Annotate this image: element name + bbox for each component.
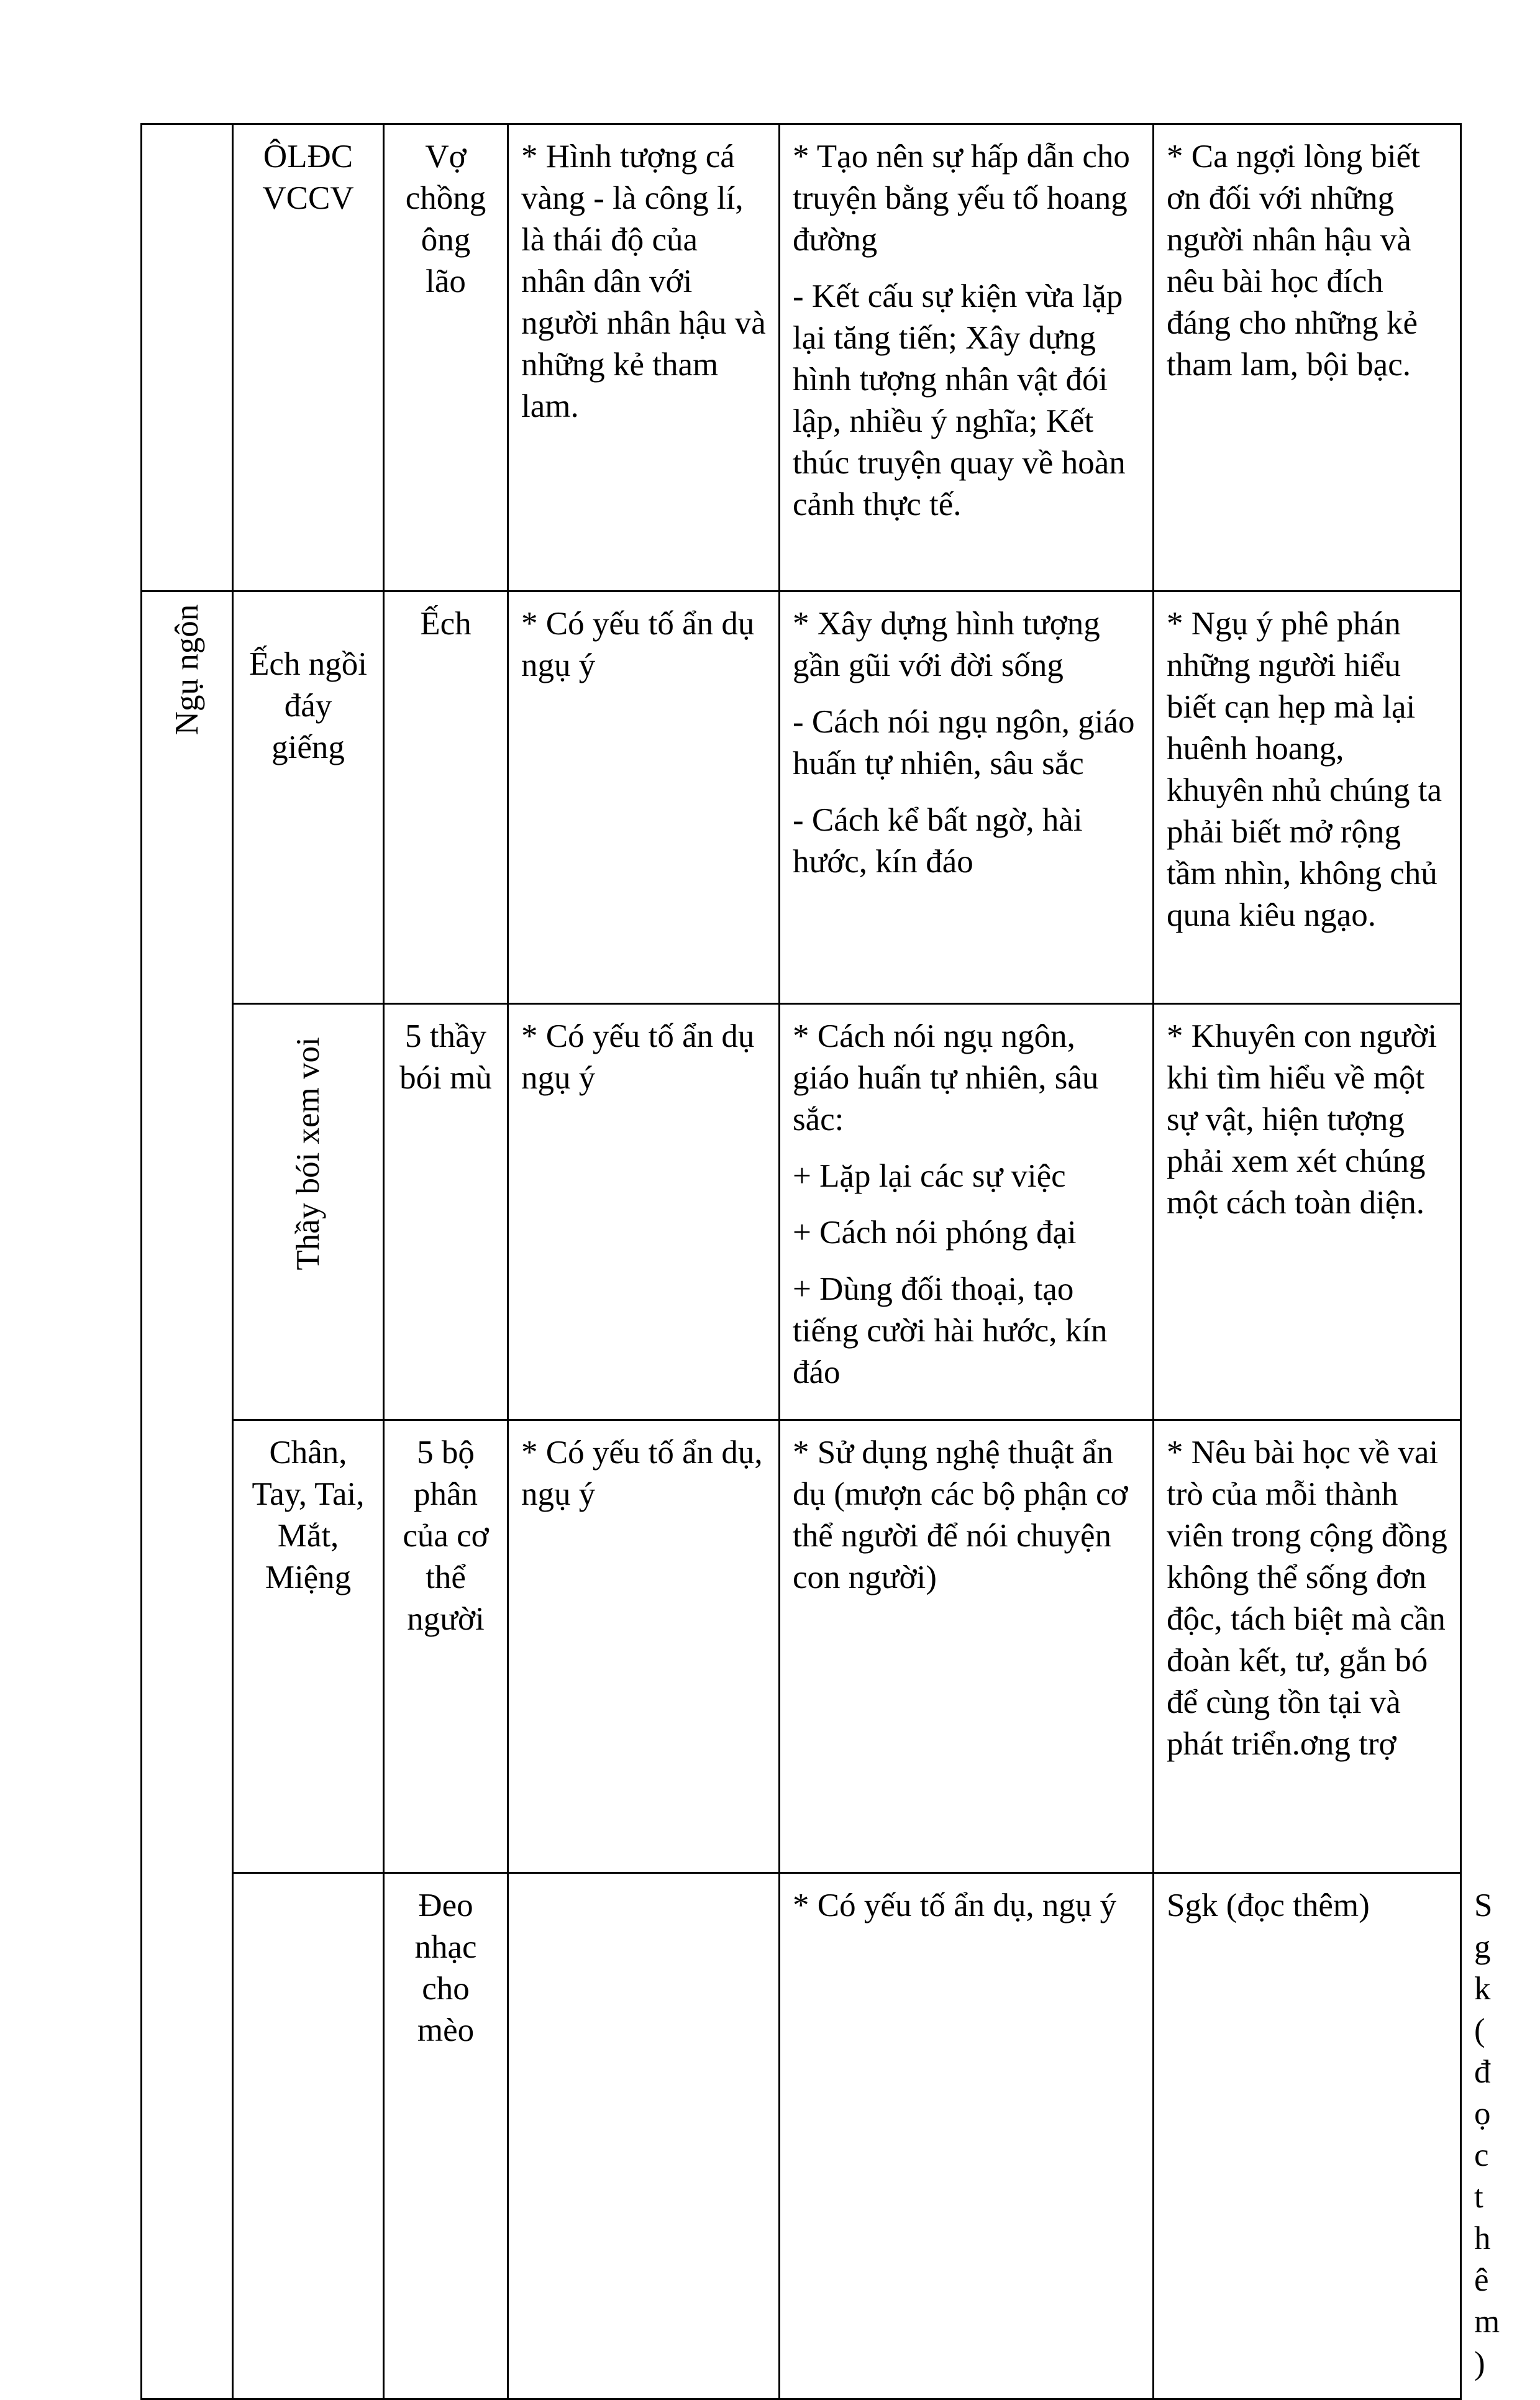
content-cell: * Có yếu tố ẩn dụ ngụ ý bbox=[508, 1004, 780, 1420]
genre-label: Ngụ ngôn bbox=[169, 604, 205, 736]
character-cell: Ếch bbox=[384, 591, 508, 1004]
character-cell: 5 thầy bói mù bbox=[384, 1004, 508, 1420]
art-paragraph: + Dùng đối thoại, tạo tiếng cười hài hước, kín đáo bbox=[793, 1271, 1108, 1390]
art-cell bbox=[780, 591, 1154, 1004]
art-paragraph: + Lặp lại các sự việc bbox=[793, 1158, 1066, 1194]
genre-cell-empty bbox=[142, 124, 233, 591]
character-cell bbox=[508, 1873, 780, 2399]
meaning-cell: * Ngụ ý phê phán những người hiểu biết cạn hẹp mà lại huênh hoang, khuyên nhủ chúng ta phải biết mở rộng tầm nhìn, không chủ quna kiêu ngạo. bbox=[1154, 591, 1461, 1004]
character-cell: 5 bộ phân của cơ thể người bbox=[384, 1420, 508, 1873]
meaning-cell: * Nêu bài học về vai trò của mỗi thành viên trong cộng đồng không thể sống đơn độc, tách biệt mà cần đoàn kết, tư, gắn bó để cùng tồn tại và phát triển.ơng trợ bbox=[1154, 1420, 1461, 1873]
art-paragraph: * Cách nói ngụ ngôn, giáo huấn tự nhiên, sâu sắc: bbox=[793, 1018, 1099, 1138]
table-row bbox=[142, 1004, 1461, 1420]
story-title-cell: Đeo nhạc cho mèo bbox=[384, 1873, 508, 2399]
art-cell bbox=[1154, 1873, 1461, 2399]
art-paragraph: - Kết cấu sự kiện vừa lặp lại tăng tiến; Xây dựng hình tượng nhân vật đói lập, nhiều ý nghĩa; Kết thúc truyện quay về hoàn cảnh thực tế. bbox=[793, 278, 1126, 522]
table-row bbox=[142, 124, 1461, 591]
story-title-vertical: Thầy bói xem voi bbox=[290, 1037, 326, 1271]
character-cell: Vợ chồng ông lão bbox=[384, 124, 508, 591]
meaning-cell: * Khuyên con người khi tìm hiểu về một sự vật, hiện tượng phải xem xét chúng một cách toàn diện. bbox=[1154, 1004, 1461, 1420]
content-cell: * Có yếu tố ẩn dụ, ngụ ý bbox=[780, 1873, 1154, 2399]
story-title-cell: Chân, Tay, Tai, Mắt, Miệng bbox=[233, 1420, 384, 1873]
art-paragraph: * Tạo nên sự hấp dẫn cho truyện bằng yếu tố hoang đường bbox=[793, 139, 1130, 258]
meaning-cell: * Ca ngợi lòng biết ơn đối với những người nhân hậu và nêu bài học đích đáng cho những kẻ tham lam, bội bạc. bbox=[1154, 124, 1461, 591]
art-cell bbox=[780, 1420, 1154, 1873]
literature-summary-table bbox=[140, 123, 1500, 2400]
story-title-cell bbox=[233, 1004, 384, 1420]
art-cell bbox=[780, 1004, 1154, 1420]
table-row bbox=[142, 1420, 1461, 1873]
art-cell bbox=[780, 124, 1154, 591]
table-row: Đeo nhạc cho mèo * Có yếu tố ẩn dụ, ngụ ý Sgk (đọc thêm) Sgk (đọc thêm) bbox=[142, 1873, 1461, 2399]
genre-cell bbox=[142, 591, 233, 2399]
content-cell: * Có yếu tố ẩn dụ ngụ ý bbox=[508, 591, 780, 1004]
art-paragraph: - Cách nói ngụ ngôn, giáo huấn tự nhiên, sâu sắc bbox=[793, 704, 1135, 782]
genre-cell-empty bbox=[233, 1873, 384, 2399]
content-cell: * Hình tượng cá vàng - là công lí, là thái độ của nhân dân với người nhân hậu và những kẻ tham lam. bbox=[508, 124, 780, 591]
table-row bbox=[142, 591, 1461, 1004]
art-paragraph: * Sử dụng nghệ thuật ẩn dụ (mượn các bộ phận cơ thể người để nói chuyện con người) bbox=[793, 1435, 1128, 1595]
art-paragraph: - Cách kể bất ngờ, hài hước, kín đáo bbox=[793, 802, 1083, 880]
art-paragraph: * Xây dựng hình tượng gần gũi với đời sống bbox=[793, 606, 1100, 683]
story-title-cell: Ếch ngồi đáy giếng bbox=[233, 591, 384, 1004]
content-cell: * Có yếu tố ẩn dụ, ngụ ý bbox=[508, 1420, 780, 1873]
art-paragraph: Sgk (đọc thêm) bbox=[1167, 1887, 1370, 1923]
art-paragraph: + Cách nói phóng đại bbox=[793, 1215, 1077, 1251]
story-title-cell: ÔLĐC VCCV bbox=[233, 124, 384, 591]
